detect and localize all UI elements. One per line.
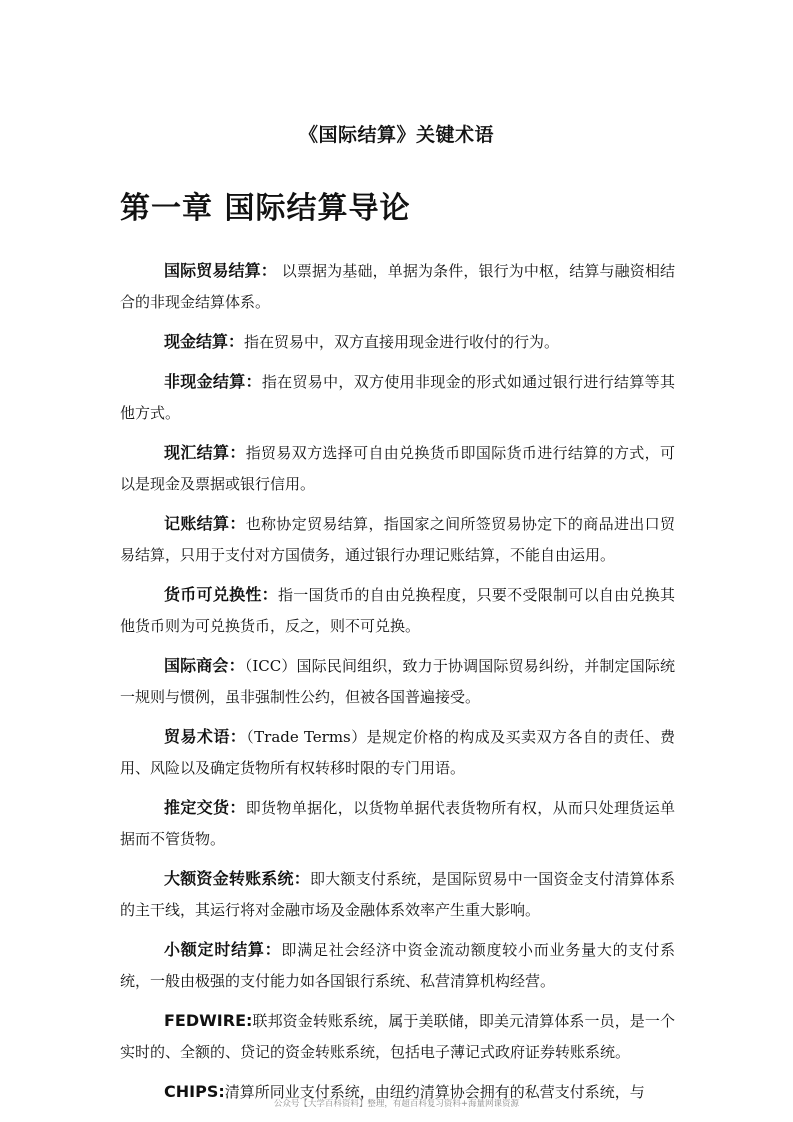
term-entry (120, 792, 675, 855)
term-name: 推定交货： (164, 798, 246, 817)
term-entry (120, 863, 675, 926)
term-entry (120, 579, 675, 642)
term-list (120, 255, 675, 1116)
term-definition: 指在贸易中，双方直接用现金进行收付的行为。 (244, 333, 560, 351)
term-name: 小额定时结算： (164, 940, 282, 959)
term-entry (120, 721, 675, 784)
term-definition: 清算所同业支付系统，由纽约清算协会拥有的私营支付系统，与 (224, 1083, 645, 1101)
term-definition: （ICC）国际民间组织，致力于协调国际贸易纠纷，并制定国际统一规则与惯例，虽非强制性公约，但被各国普遍接受。 (120, 657, 675, 706)
chapter-heading: 第一章 国际结算导论 (120, 191, 411, 226)
term-name: 记账结算： (164, 514, 246, 533)
term-definition: 以票据为基础，单据为条件，银行为中枢，结算与融资相结合的非现金结算体系。 (120, 262, 675, 311)
term-name: CHIPS: (164, 1082, 225, 1101)
term-name: 现金结算： (164, 332, 245, 351)
term-definition: 指一国货币的自由兑换程度，只要不受限制可以自由兑换其他货币则为可兑换货币，反之，则不可兑换。 (120, 586, 675, 635)
term-definition: 即满足社会经济中资金流动额度较小而业务量大的支付系统，一般由极强的支付能力如各国银行系统、私营清算机构经营。 (120, 941, 675, 990)
term-entry (120, 366, 675, 429)
term-entry (120, 255, 675, 318)
term-definition: 指在贸易中，双方使用非现金的形式如通过银行进行结算等其他方式。 (120, 373, 675, 422)
term-definition: 联邦资金转账系统，属于美联储，即美元清算体系一员，是一个实时的、全额的、贷记的资金转账系统，包括电子薄记式政府证券转账系统。 (120, 1012, 675, 1061)
document-title: 《国际结算》关键术语 (298, 124, 494, 146)
term-definition: 即大额支付系统，是国际贸易中一国资金支付清算体系的主干线，其运行将对金融市场及金融体系效率产生重大影响。 (120, 870, 675, 919)
term-entry (120, 437, 675, 500)
term-name: FEDWIRE: (164, 1011, 253, 1030)
term-definition: 即货物单据化，以货物单据代表货物所有权，从而只处理货运单据而不管货物。 (120, 799, 675, 848)
footer-note: 公众号【大学百科资料】整理，有超百科复习资料+海量网课资源 (273, 1099, 520, 1109)
term-definition: 指贸易双方选择可自由兑换货币即国际货币进行结算的方式，可以是现金及票据或银行信用。 (120, 444, 675, 493)
term-entry (120, 934, 675, 997)
term-definition: （Trade Terms）是规定价格的构成及买卖双方各自的责任、费用、风险以及确定货物所有权转移时限的专门用语。 (120, 728, 675, 777)
term-name: 货币可兑换性： (164, 585, 278, 604)
term-entry (120, 650, 675, 713)
term-name: 国际贸易结算： (164, 261, 277, 280)
term-name: 非现金结算： (164, 372, 262, 391)
term-name: 国际商会： (164, 656, 245, 675)
term-entry (120, 1005, 675, 1068)
term-definition: 也称协定贸易结算，指国家之间所签贸易协定下的商品进出口贸易结算，只用于支付对方国债务，通过银行办理记账结算，不能自由运用。 (120, 515, 675, 564)
term-entry (120, 326, 675, 358)
term-name: 现汇结算： (164, 443, 246, 462)
term-name: 贸易术语： (164, 727, 247, 746)
term-name: 大额资金转账系统： (164, 869, 310, 888)
term-entry (120, 508, 675, 571)
